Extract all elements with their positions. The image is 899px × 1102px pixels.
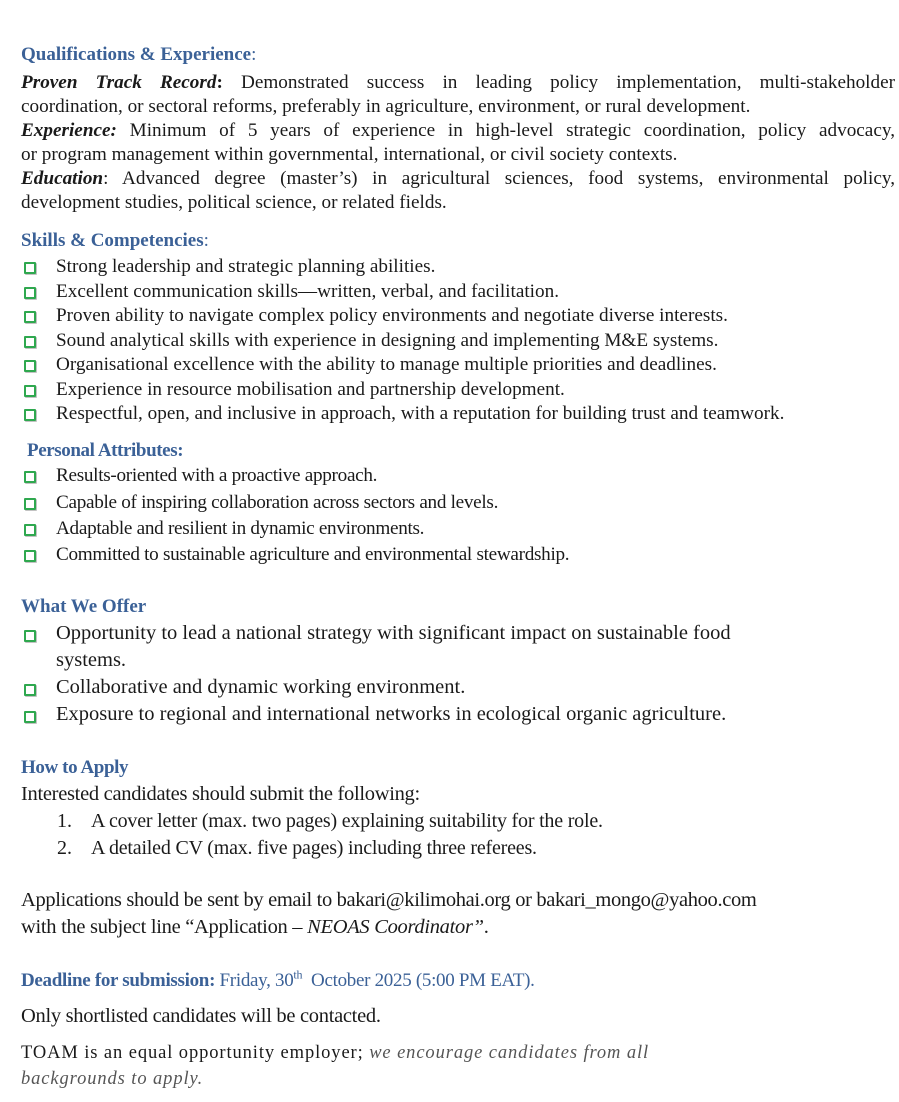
qualifications-heading-text: Qualifications & Experience — [21, 44, 252, 65]
skills-list-item: Organisational excellence with the ability to manage multiple priorities and deadlines. — [56, 354, 717, 375]
skills-heading-text: Skills & Competencies — [21, 230, 204, 251]
checkbox-bullet-icon — [24, 684, 36, 696]
equal-opportunity-line2: backgrounds to apply. — [21, 1069, 204, 1089]
subject-prefix: with the subject line “Application – — [21, 916, 308, 938]
heading-colon: : — [203, 230, 209, 251]
eo-italic: we encourage candidates from all — [369, 1043, 650, 1063]
checkbox-bullet-icon — [24, 262, 36, 274]
checkbox-bullet-icon — [24, 524, 36, 536]
checkbox-bullet-icon — [24, 630, 36, 642]
checkbox-bullet-icon — [24, 711, 36, 723]
qualification-experience-line2: or program management within governmental, international, or civil society contexts. — [21, 144, 678, 165]
label-sep: : — [103, 168, 109, 189]
qualification-label: Proven Track Record — [21, 72, 217, 93]
offer-heading: What We Offer — [21, 596, 147, 617]
deadline-date: October 2025 (5:00 PM EAT). — [302, 970, 535, 991]
checkbox-bullet-icon — [24, 385, 36, 397]
checkbox-bullet-icon — [24, 471, 36, 483]
subject-suffix: . — [483, 916, 489, 938]
checkbox-bullet-icon — [24, 311, 36, 323]
deadline-line — [21, 967, 535, 992]
apply-intro: Interested candidates should submit the following: — [21, 783, 420, 805]
checkbox-bullet-icon — [24, 409, 36, 421]
attributes-list-item: Committed to sustainable agriculture and environmental stewardship. — [56, 544, 570, 565]
heading-colon: : — [251, 44, 257, 65]
skills-heading — [21, 230, 209, 252]
qualification-education-line2: development studies, political science, or related fields. — [21, 192, 447, 213]
qualification-experience-line1 — [21, 119, 895, 143]
subject-title: NEOAS Coordinator” — [307, 916, 484, 938]
qualification-education-line1 — [21, 167, 895, 191]
skills-list-item: Proven ability to navigate complex policy environments and negotiate diverse interests. — [56, 305, 728, 326]
qualifications-block — [21, 71, 895, 215]
step-number: 2. — [57, 837, 72, 859]
eo-prefix: TOAM is an equal opportunity employer; — [21, 1043, 370, 1063]
qualification-text: Demonstrated success in leading policy implementation, multi-stakeholder — [222, 72, 895, 93]
attributes-list-item: Capable of inspiring collaboration across sectors and levels. — [56, 492, 499, 513]
skills-list-item: Sound analytical skills with experience in designing and implementing M&E systems. — [56, 330, 719, 351]
offer-list-item-continuation: systems. — [56, 649, 127, 671]
deadline-day: Friday, 30 — [215, 970, 294, 991]
equal-opportunity-line1 — [21, 1043, 649, 1064]
attributes-list-item: Adaptable and resilient in dynamic environments. — [56, 518, 425, 539]
offer-list-item: Collaborative and dynamic working environment. — [56, 676, 466, 698]
skills-list-item: Excellent communication skills—written, verbal, and facilitation. — [56, 281, 559, 302]
checkbox-bullet-icon — [24, 550, 36, 562]
checkbox-bullet-icon — [24, 336, 36, 348]
deadline-ordinal: th — [293, 967, 303, 982]
offer-list-item: Exposure to regional and international networks in ecological organic agriculture. — [56, 703, 727, 725]
checkbox-bullet-icon — [24, 360, 36, 372]
qualification-track-record-line2: coordination, or sectoral reforms, preferably in agriculture, environment, or rural development. — [21, 96, 751, 117]
skills-list-item: Experience in resource mobilisation and partnership development. — [56, 379, 565, 400]
offer-list-item: Opportunity to lead a national strategy with significant impact on sustainable food — [56, 622, 731, 644]
qualification-track-record-line1 — [21, 71, 895, 95]
shortlist-note: Only shortlisted candidates will be contacted. — [21, 1005, 381, 1027]
step-number: 1. — [57, 810, 72, 832]
qualification-text: Advanced degree (master’s) in agricultural sciences, food systems, environmental policy, — [108, 168, 895, 189]
label-sep: : — [216, 72, 223, 93]
apply-email-line: Applications should be sent by email to bakari@kilimohai.org or bakari_mongo@yahoo.com — [21, 889, 757, 911]
deadline-label: Deadline for submission: — [21, 970, 216, 991]
skills-list-item: Strong leadership and strategic planning abilities. — [56, 256, 436, 277]
qualification-label: Education — [21, 168, 104, 189]
apply-heading: How to Apply — [21, 757, 129, 778]
qualifications-heading — [21, 44, 256, 66]
checkbox-bullet-icon — [24, 287, 36, 299]
qualification-text: Minimum of 5 years of experience in high-level strategic coordination, policy advocacy, — [116, 120, 895, 141]
attributes-list-item: Results-oriented with a proactive approach. — [56, 465, 378, 486]
qualification-label: Experience: — [21, 120, 117, 141]
apply-step-item: A detailed CV (max. five pages) including three referees. — [91, 837, 537, 859]
checkbox-bullet-icon — [24, 498, 36, 510]
apply-subject-line — [21, 916, 489, 939]
attributes-heading: Personal Attributes: — [27, 440, 184, 461]
skills-list-item: Respectful, open, and inclusive in approach, with a reputation for building trust and teamwork. — [56, 403, 785, 424]
apply-step-item: A cover letter (max. two pages) explaining suitability for the role. — [91, 810, 603, 832]
